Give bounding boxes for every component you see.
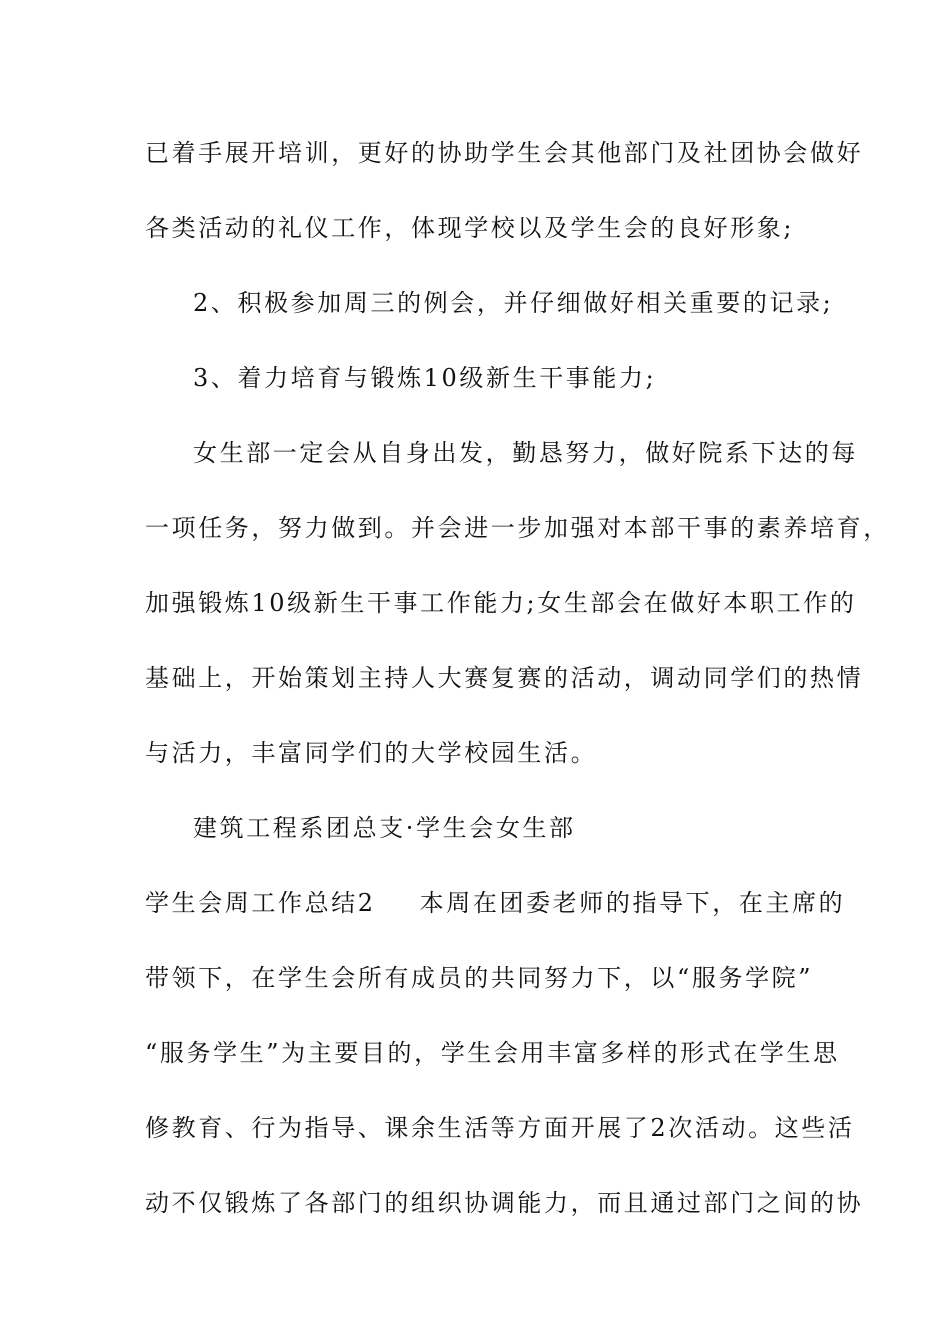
text-line: 修教育、行为指导、课余生活等方面开展了2次活动。这些活 <box>145 1114 855 1142</box>
text-line: “服务学生”为主要目的，学生会用丰富多样的形式在学生思 <box>145 1039 840 1067</box>
list-item: 2、积极参加周三的例会，并仔细做好相关重要的记录; <box>193 289 834 317</box>
section-heading: 学生会周工作总结2 <box>145 889 376 917</box>
text-line: 本周在团委老师的指导下，在主席的 <box>419 889 846 917</box>
list-item: 3、着力培育与锻炼10级新生干事能力; <box>193 364 657 392</box>
text-line: 一项任务，努力做到。并会进一步加强对本部干事的素养培育， <box>145 514 890 542</box>
text-line: 与活力，丰富同学们的大学校园生活。 <box>145 739 598 767</box>
text-line: 各类活动的礼仪工作，体现学校以及学生会的良好形象; <box>145 214 795 242</box>
text-line: 已着手展开培训，更好的协助学生会其他部门及社团协会做好 <box>145 139 864 167</box>
text-line: 动不仅锻炼了各部门的组织协调能力，而且通过部门之间的协 <box>145 1189 864 1217</box>
text-line: 加强锻炼10级新生干事工作能力;女生部会在做好本职工作的 <box>145 589 857 617</box>
paragraph-start: 女生部一定会从自身出发，勤恳努力，做好院系下达的每 <box>193 439 858 467</box>
section-line <box>145 888 846 918</box>
signature-line: 建筑工程系团总支·学生会女生部 <box>193 814 576 842</box>
text-line: 基础上，开始策划主持人大赛复赛的活动，调动同学们的热情 <box>145 664 864 692</box>
text-line: 带领下，在学生会所有成员的共同努力下，以“服务学院” <box>145 964 814 992</box>
